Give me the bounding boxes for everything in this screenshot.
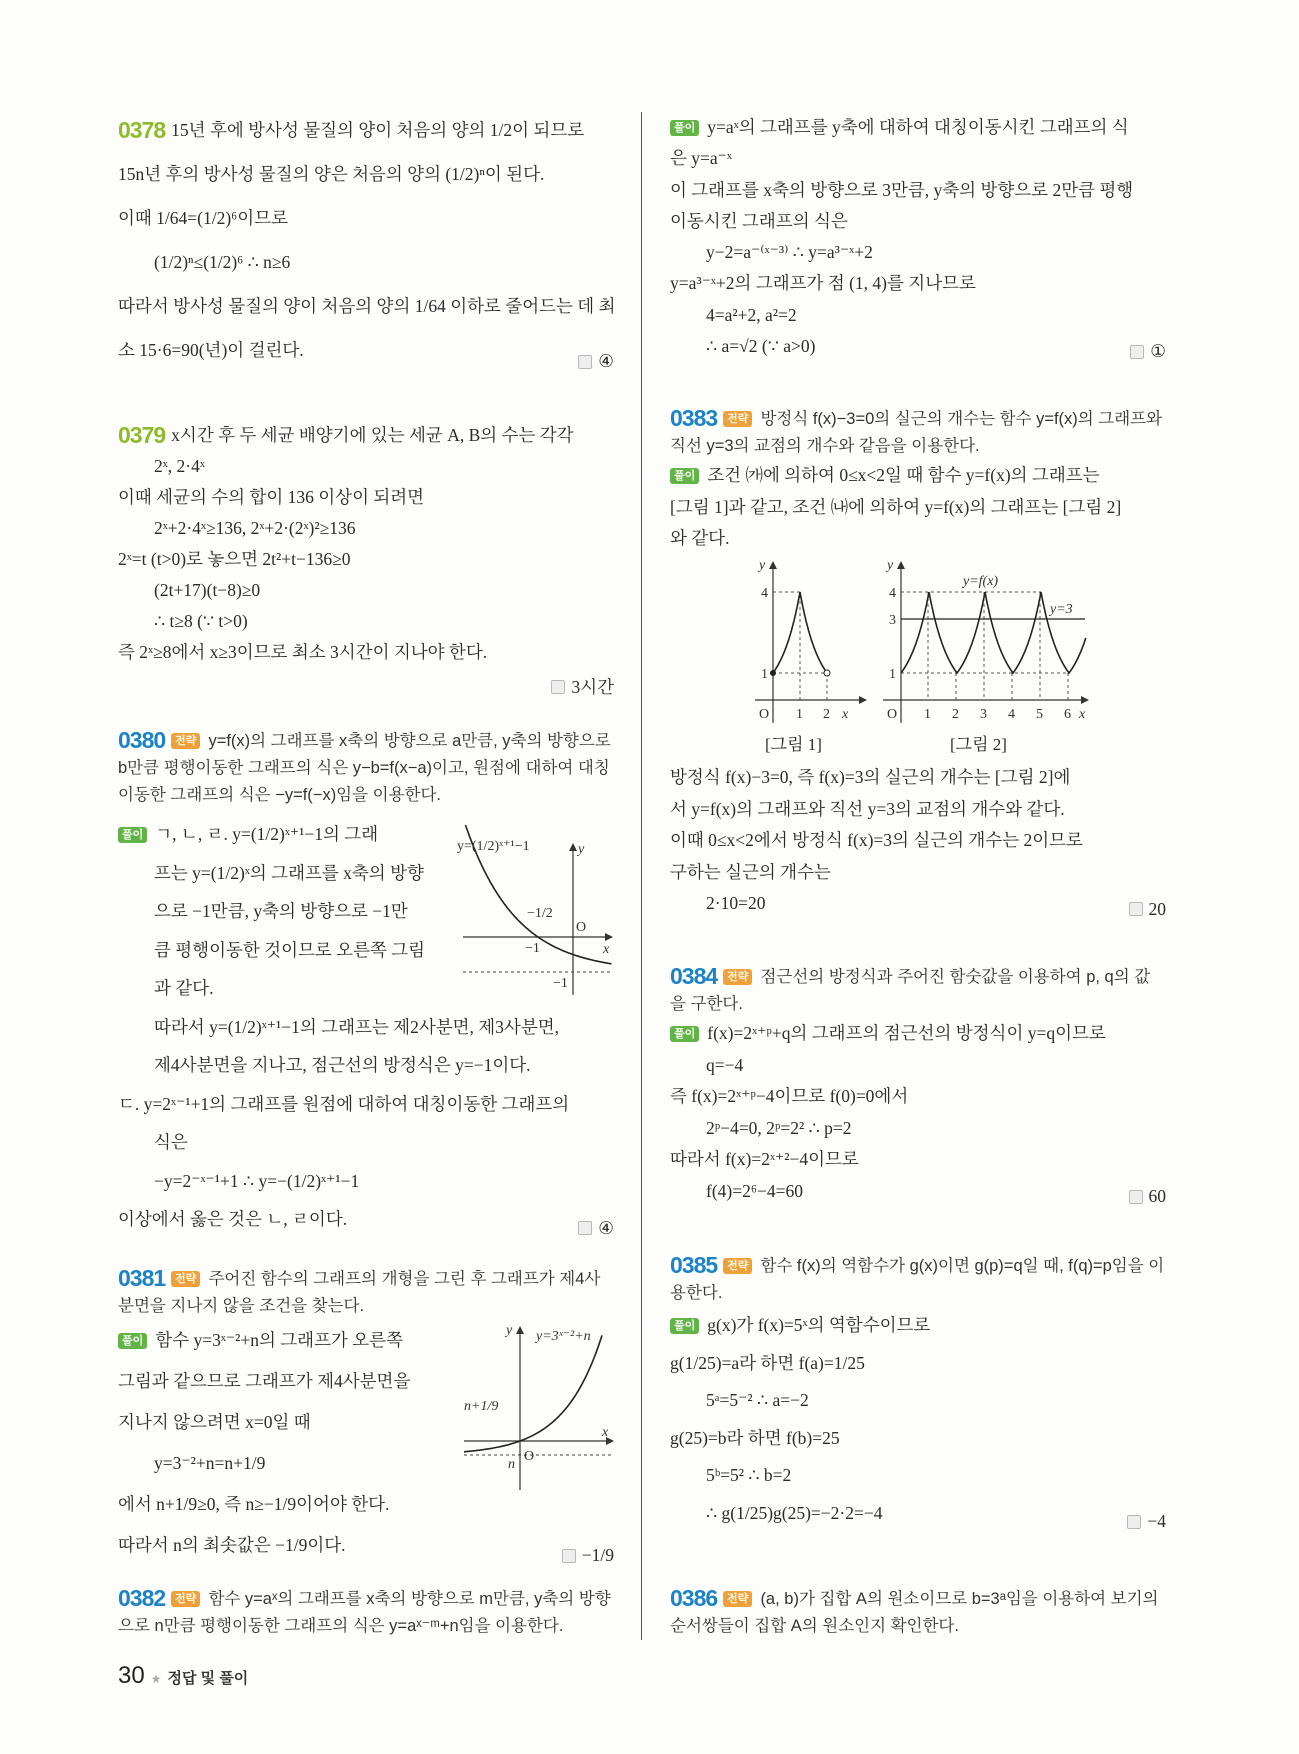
y-tick: 1 bbox=[761, 667, 768, 682]
solution-text: 소 15·6=90(년)이 걸린다. bbox=[118, 340, 304, 360]
solution-text: (1/2)ⁿ≤(1/2)⁶ ∴ n≥6 bbox=[154, 252, 291, 272]
solution-line bbox=[670, 206, 1166, 237]
solution-body bbox=[118, 108, 614, 372]
solution-line bbox=[670, 1176, 1166, 1208]
origin-label: O bbox=[524, 1449, 535, 1464]
solution-badge: 풀이 bbox=[670, 1026, 699, 1042]
solution-line bbox=[118, 575, 614, 606]
solution-text: −y=2⁻ˣ⁻¹+1 ∴ y=−(1/2)ˣ⁺¹−1 bbox=[154, 1170, 360, 1191]
solution-text: 5ᵇ=5² ∴ b=2 bbox=[706, 1465, 792, 1485]
answer-value: ④ bbox=[598, 1217, 614, 1238]
answer-value: −1/9 bbox=[581, 1545, 614, 1565]
solution-line bbox=[670, 492, 1166, 524]
solution-line bbox=[118, 451, 614, 482]
solution-text: 와 같다. bbox=[670, 528, 730, 548]
x-tick: 5 bbox=[1036, 707, 1043, 722]
strategy-badge: 전략 bbox=[171, 733, 200, 749]
solution-text: ∴ t≥8 (∵ t>0) bbox=[154, 611, 248, 631]
solution-body bbox=[670, 460, 1166, 555]
solution-line bbox=[670, 825, 1166, 857]
answer bbox=[1130, 341, 1166, 362]
x-tick: 2 bbox=[952, 707, 959, 722]
solution-text: y=aˣ의 그래프를 y축에 대하여 대칭이동시킨 그래프의 식 bbox=[707, 117, 1129, 137]
solution-line bbox=[118, 1525, 614, 1566]
strategy-badge: 전략 bbox=[723, 1258, 752, 1274]
y-tick: 1 bbox=[889, 667, 896, 682]
solution-line bbox=[118, 606, 614, 637]
solution-line bbox=[118, 482, 614, 513]
answer-icon bbox=[1127, 1515, 1141, 1529]
solution-text: ∴ a=√2 (∵ a>0) bbox=[706, 336, 816, 357]
origin-label: O bbox=[576, 920, 587, 935]
strategy-text: 주어진 함수의 그래프의 개형을 그린 후 그래프가 제4사분면을 지나지 않을 조건을 찾는다. bbox=[118, 1270, 601, 1315]
problem-number: 0381 bbox=[118, 1265, 166, 1291]
problem-number: 0378 bbox=[118, 117, 166, 143]
solution-body bbox=[118, 420, 614, 699]
solution-text: 큼 평행이동한 것이므로 오른쪽 그림 bbox=[154, 939, 426, 960]
problem-0382-solution bbox=[670, 112, 1166, 362]
problem-number: 0383 bbox=[670, 405, 718, 431]
solution-text: 2ᵖ−4=0, 2ᵖ=2² ∴ p=2 bbox=[706, 1117, 852, 1138]
figure-0383-graphs bbox=[735, 555, 1095, 730]
solution-badge: 풀이 bbox=[670, 468, 699, 484]
solution-line bbox=[670, 1081, 1166, 1113]
strategy-text: 방정식 f(x)−3=0의 실근의 개수는 함수 y=f(x)의 그래프와 직선 y=3의 교점의 개수와 같음을 이용한다. bbox=[670, 410, 1163, 455]
answer bbox=[1127, 1511, 1166, 1532]
y-tick: 4 bbox=[761, 586, 768, 601]
figure-1-caption: [그림 1] bbox=[765, 735, 822, 754]
figure-1 bbox=[755, 558, 867, 723]
solution-line bbox=[670, 1018, 1166, 1050]
figure-0380-graph bbox=[455, 825, 620, 1000]
solution-text: 이상에서 옳은 것은 ㄴ, ㄹ이다. bbox=[118, 1209, 348, 1229]
y-axis-label: y bbox=[759, 558, 766, 573]
solution-text: 으로 −1만큼, y축의 방향으로 −1만 bbox=[154, 901, 408, 921]
solution-text: 서 y=f(x)의 그래프와 직선 y=3의 교점의 개수와 같다. bbox=[670, 798, 1065, 819]
solution-text: 에서 n+1/9≥0, 즉 n≥−1/9이어야 한다. bbox=[118, 1494, 390, 1514]
x-tick: 3 bbox=[980, 707, 987, 722]
solution-text: 2ˣ+2·4ˣ≥136, 2ˣ+2·(2ˣ)²≥136 bbox=[154, 518, 356, 538]
y-axis-label: y bbox=[578, 842, 585, 857]
answer-value: −4 bbox=[1147, 1511, 1166, 1531]
solution-text: 그림과 같으므로 그래프가 제4사분면을 bbox=[118, 1371, 411, 1391]
answer-icon bbox=[1130, 345, 1144, 359]
solution-line bbox=[118, 240, 614, 284]
solution-line bbox=[118, 1008, 614, 1047]
curve-label: y=f(x) bbox=[963, 574, 999, 589]
x-axis-label: x bbox=[602, 1425, 609, 1440]
solution-text: 이때 0≤x<2에서 방정식 f(x)=3의 실근의 개수는 2이므로 bbox=[670, 830, 1083, 850]
solution-text: q=−4 bbox=[706, 1054, 744, 1075]
solution-text: y−2=a⁻⁽ˣ⁻³⁾ ∴ y=a³⁻ˣ+2 bbox=[706, 242, 873, 263]
solution-text: 따라서 방사성 물질의 양이 처음의 양의 1/64 이하로 줄어드는 데 최 bbox=[118, 296, 616, 316]
problem-number: 0382 bbox=[118, 1585, 166, 1611]
x-tick: 2 bbox=[823, 707, 830, 722]
solution-line bbox=[118, 196, 614, 240]
strategy-badge: 전략 bbox=[723, 1591, 752, 1607]
strategy bbox=[118, 1265, 614, 1320]
solution-text: 2·10=20 bbox=[706, 893, 766, 913]
answer-value: 20 bbox=[1148, 898, 1166, 919]
problem-0382 bbox=[118, 1585, 614, 1640]
solution-line bbox=[670, 1345, 1166, 1383]
solution-line bbox=[670, 331, 1166, 362]
solution-text: 2ˣ=t (t>0)로 놓으면 2t²+t−136≥0 bbox=[118, 549, 351, 569]
solution-line bbox=[118, 152, 614, 196]
solution-line bbox=[670, 1420, 1166, 1458]
solution-text: 이 그래프를 x축의 방향으로 3만큼, y축의 방향으로 2만큼 평행 bbox=[670, 179, 1134, 200]
answer-icon bbox=[578, 355, 592, 369]
solution-text: g(25)=b라 하면 f(b)=25 bbox=[670, 1427, 840, 1448]
problem-0386 bbox=[670, 1585, 1166, 1640]
curve-label: y=(1/2)ˣ⁺¹−1 bbox=[457, 839, 530, 854]
solution-text: y=3⁻²+n=n+1/9 bbox=[154, 1453, 266, 1473]
solution-line bbox=[118, 420, 614, 451]
solution-text: 프는 y=(1/2)ˣ의 그래프를 x축의 방향 bbox=[154, 862, 424, 883]
solution-line bbox=[670, 1307, 1166, 1345]
problem-0384 bbox=[670, 963, 1166, 1207]
solution-text: 과 같다. bbox=[154, 978, 214, 998]
solution-text: 즉 f(x)=2ˣ⁺ᵖ−4이므로 f(0)=0에서 bbox=[670, 1086, 909, 1106]
solution-text: (2t+17)(t−8)≥0 bbox=[154, 580, 261, 600]
solution-text: y=a³⁻ˣ+2의 그래프가 점 (1, 4)를 지나므로 bbox=[670, 273, 976, 294]
problem-0379 bbox=[118, 420, 614, 699]
strategy-badge: 전략 bbox=[723, 969, 752, 985]
solution-line bbox=[670, 794, 1166, 826]
y-axis-label: y bbox=[506, 1323, 513, 1338]
answer-icon bbox=[1129, 902, 1143, 916]
solution-text: g(x)가 f(x)=5ˣ의 역함수이므로 bbox=[707, 1315, 931, 1335]
y-tick: 3 bbox=[889, 613, 896, 628]
solution-line bbox=[118, 1085, 614, 1124]
solution-text: 구하는 실근의 개수는 bbox=[670, 861, 831, 882]
solution-line bbox=[670, 1382, 1166, 1420]
solution-text: 방정식 f(x)−3=0, 즉 f(x)=3의 실근의 개수는 [그림 2]에 bbox=[670, 767, 1071, 787]
origin-label: O bbox=[887, 707, 898, 722]
solution-badge: 풀이 bbox=[670, 1318, 699, 1334]
figure-2 bbox=[883, 558, 1089, 723]
answer-icon bbox=[1129, 1190, 1143, 1204]
solution-line bbox=[118, 513, 614, 544]
answer-value: 3시간 bbox=[571, 677, 614, 697]
x-axis-label: x bbox=[603, 942, 610, 957]
line-label: y=3 bbox=[1050, 602, 1073, 617]
solution-body bbox=[670, 762, 1166, 920]
solution-text: x시간 후 두 세균 배양기에 있는 세균 A, B의 수는 각각 bbox=[171, 425, 574, 445]
problem-0385 bbox=[670, 1252, 1166, 1532]
solution-badge: 풀이 bbox=[670, 120, 699, 136]
x-tick: 1 bbox=[796, 707, 803, 722]
figure-2-caption: [그림 2] bbox=[950, 735, 1007, 754]
solution-badge: 풀이 bbox=[118, 827, 147, 843]
strategy bbox=[670, 1252, 1166, 1307]
answer-value: 60 bbox=[1148, 1186, 1166, 1206]
answer bbox=[1129, 899, 1167, 920]
strategy-badge: 전략 bbox=[171, 1591, 200, 1607]
solution-line bbox=[118, 284, 614, 328]
solution-text: ㄱ, ㄴ, ㄹ. y=(1/2)ˣ⁺¹−1의 그래 bbox=[155, 824, 379, 844]
solution-text: 즉 2ˣ≥8에서 x≥3이므로 최소 3시간이 지나야 한다. bbox=[118, 642, 488, 662]
solution-line bbox=[670, 268, 1166, 299]
strategy bbox=[670, 1585, 1166, 1640]
answer-icon bbox=[578, 1221, 592, 1235]
solution-line bbox=[670, 143, 1166, 174]
solution-line bbox=[670, 1050, 1166, 1082]
strategy-text: y=f(x)의 그래프를 x축의 방향으로 a만큼, y축의 방향으로 b만큼 평행이동한 그래프의 식은 y−b=f(x−a)이고, 원점에 대하여 대칭이동한 그래프의 식은 −y=f(−x)임을 이용한다. bbox=[118, 732, 611, 804]
solution-text: 따라서 n의 최솟값은 −1/9이다. bbox=[118, 1535, 346, 1555]
answer bbox=[578, 351, 614, 372]
strategy bbox=[670, 963, 1166, 1018]
solution-line bbox=[670, 1457, 1166, 1495]
answer bbox=[562, 1545, 614, 1566]
asymptote-label: −1 bbox=[553, 976, 568, 991]
answer bbox=[578, 1218, 614, 1239]
solution-text: 2ˣ, 2·4ˣ bbox=[154, 456, 205, 476]
y-axis-label: y bbox=[887, 558, 894, 573]
y-intercept-label: −1/2 bbox=[527, 906, 553, 921]
x-tick: 1 bbox=[924, 707, 931, 722]
strategy-text: 함수 f(x)의 역함수가 g(x)이면 g(p)=q일 때, f(q)=p임을 이용한다. bbox=[670, 1257, 1165, 1302]
problem-number: 0379 bbox=[118, 422, 166, 448]
origin-label: O bbox=[759, 707, 770, 722]
solution-line bbox=[670, 237, 1166, 268]
solution-text: ㄷ. y=2ˣ⁻¹+1의 그래프를 원점에 대하여 대칭이동한 그래프의 bbox=[118, 1093, 570, 1114]
solution-line bbox=[670, 1495, 1166, 1533]
strategy bbox=[118, 1585, 614, 1640]
solution-line bbox=[118, 328, 614, 372]
solution-line bbox=[118, 544, 614, 575]
figure-0381-graph bbox=[460, 1318, 620, 1498]
solution-text: 조건 ㈎에 의하여 0≤x<2일 때 함수 y=f(x)의 그래프는 bbox=[707, 465, 1100, 485]
solution-text: 지나지 않으려면 x=0일 때 bbox=[118, 1412, 311, 1432]
footer-title: 정답 및 풀이 bbox=[167, 1670, 249, 1687]
solution-text: 15년 후에 방사성 물질의 양이 처음의 양의 1/2이 되므로 bbox=[171, 120, 585, 140]
solution-line bbox=[118, 668, 614, 699]
solution-line bbox=[670, 1113, 1166, 1145]
strategy-badge: 전략 bbox=[171, 1271, 200, 1287]
solution-text: [그림 1]과 같고, 조건 ㈏에 의하여 y=f(x)의 그래프는 [그림 2] bbox=[670, 496, 1122, 517]
solution-text: 이때 세균의 수의 합이 136 이상이 되려면 bbox=[118, 487, 425, 507]
solution-line bbox=[670, 300, 1166, 331]
strategy-text: (a, b)가 집합 A의 원소이므로 b=3ᵃ임을 이용하여 보기의 순서쌍들이 집합 A의 원소인지 확인한다. bbox=[670, 1590, 1159, 1635]
solution-badge: 풀이 bbox=[118, 1333, 147, 1349]
solution-text: 15n년 후의 방사성 물질의 양은 처음의 양의 (1/2)ⁿ이 된다. bbox=[118, 164, 545, 184]
problem-0378 bbox=[118, 108, 614, 372]
answer-icon bbox=[562, 1549, 576, 1563]
x-tick: 4 bbox=[1008, 707, 1015, 722]
solution-text: 따라서 y=(1/2)ˣ⁺¹−1의 그래프는 제2사분면, 제3사분면, bbox=[154, 1016, 560, 1037]
x-tick: 6 bbox=[1064, 707, 1071, 722]
solution-line bbox=[670, 888, 1166, 920]
solution-line bbox=[118, 637, 614, 668]
solution-text: 은 y=a⁻ˣ bbox=[670, 148, 732, 169]
solution-text: 제4사분면을 지나고, 점근선의 방정식은 y=−1이다. bbox=[154, 1055, 531, 1075]
curve-label: y=3ˣ⁻²+n bbox=[536, 1329, 591, 1344]
y-intercept-label: n+1/9 bbox=[464, 1399, 499, 1414]
problem-0383-conclusion bbox=[670, 762, 1166, 920]
problem-number: 0386 bbox=[670, 1585, 718, 1611]
solution-text: 이동시킨 그래프의 식은 bbox=[670, 210, 848, 231]
answer-value: ① bbox=[1150, 341, 1166, 362]
answer bbox=[551, 674, 614, 699]
x-axis-label: x bbox=[1079, 707, 1086, 722]
solution-line bbox=[670, 762, 1166, 794]
y-tick: 4 bbox=[889, 586, 896, 601]
solution-line bbox=[670, 1144, 1166, 1176]
page-number: 30 bbox=[118, 1662, 145, 1689]
solution-line bbox=[670, 523, 1166, 555]
problem-0383 bbox=[670, 405, 1166, 555]
solution-body bbox=[670, 1307, 1166, 1532]
solution-line bbox=[118, 108, 614, 152]
star-icon: ★ bbox=[150, 1672, 162, 1686]
solution-line bbox=[670, 175, 1166, 206]
solution-text: 5ᵃ=5⁻² ∴ a=−2 bbox=[706, 1390, 809, 1410]
problem-number: 0385 bbox=[670, 1252, 718, 1278]
strategy bbox=[118, 727, 614, 809]
solution-line bbox=[670, 112, 1166, 143]
solution-text: f(x)=2ˣ⁺ᵖ+q의 그래프의 점근선의 방정식이 y=q이므로 bbox=[707, 1023, 1106, 1043]
answer-value: ④ bbox=[598, 351, 614, 371]
strategy bbox=[670, 405, 1166, 460]
solution-text: g(1/25)=a라 하면 f(a)=1/25 bbox=[670, 1352, 865, 1373]
solution-text: ∴ g(1/25)g(25)=−2·2=−4 bbox=[706, 1502, 883, 1523]
solution-line bbox=[118, 1123, 614, 1162]
solution-text: f(4)=2⁶−4=60 bbox=[706, 1180, 803, 1201]
answer bbox=[1129, 1186, 1167, 1207]
solution-text: 이때 1/64=(1/2)⁶이므로 bbox=[118, 208, 288, 228]
solution-line bbox=[670, 460, 1166, 492]
solution-line bbox=[118, 1046, 614, 1085]
x-intercept-label: −1 bbox=[525, 941, 540, 956]
solution-line bbox=[118, 1200, 614, 1239]
column-divider bbox=[641, 112, 642, 1640]
solution-text: 따라서 f(x)=2ˣ⁺²−4이므로 bbox=[670, 1149, 859, 1169]
solution-text: 4=a²+2, a²=2 bbox=[706, 304, 797, 325]
solution-text: 함수 y=3ˣ⁻²+n의 그래프가 오른쪽 bbox=[155, 1330, 403, 1350]
solution-line bbox=[670, 857, 1166, 889]
x-axis-label: x bbox=[842, 707, 849, 722]
solution-body bbox=[670, 112, 1166, 362]
strategy-text: 함수 y=aˣ의 그래프를 x축의 방향으로 m만큼, y축의 방향으로 n만큼 평행이동한 그래프의 식은 y=aˣ⁻ᵐ+n임을 이용한다. bbox=[118, 1590, 611, 1635]
problem-number: 0380 bbox=[118, 727, 166, 753]
solution-body bbox=[670, 1018, 1166, 1207]
solution-text: 식은 bbox=[154, 1132, 188, 1152]
strategy-badge: 전략 bbox=[723, 411, 752, 427]
problem-number: 0384 bbox=[670, 963, 718, 989]
answer-icon bbox=[551, 680, 565, 694]
strategy-text: 점근선의 방정식과 주어진 함숫값을 이용하여 p, q의 값을 구한다. bbox=[670, 968, 1151, 1013]
asymptote-label: n bbox=[508, 1457, 515, 1472]
solution-line bbox=[118, 1162, 614, 1201]
page-footer bbox=[118, 1662, 248, 1690]
